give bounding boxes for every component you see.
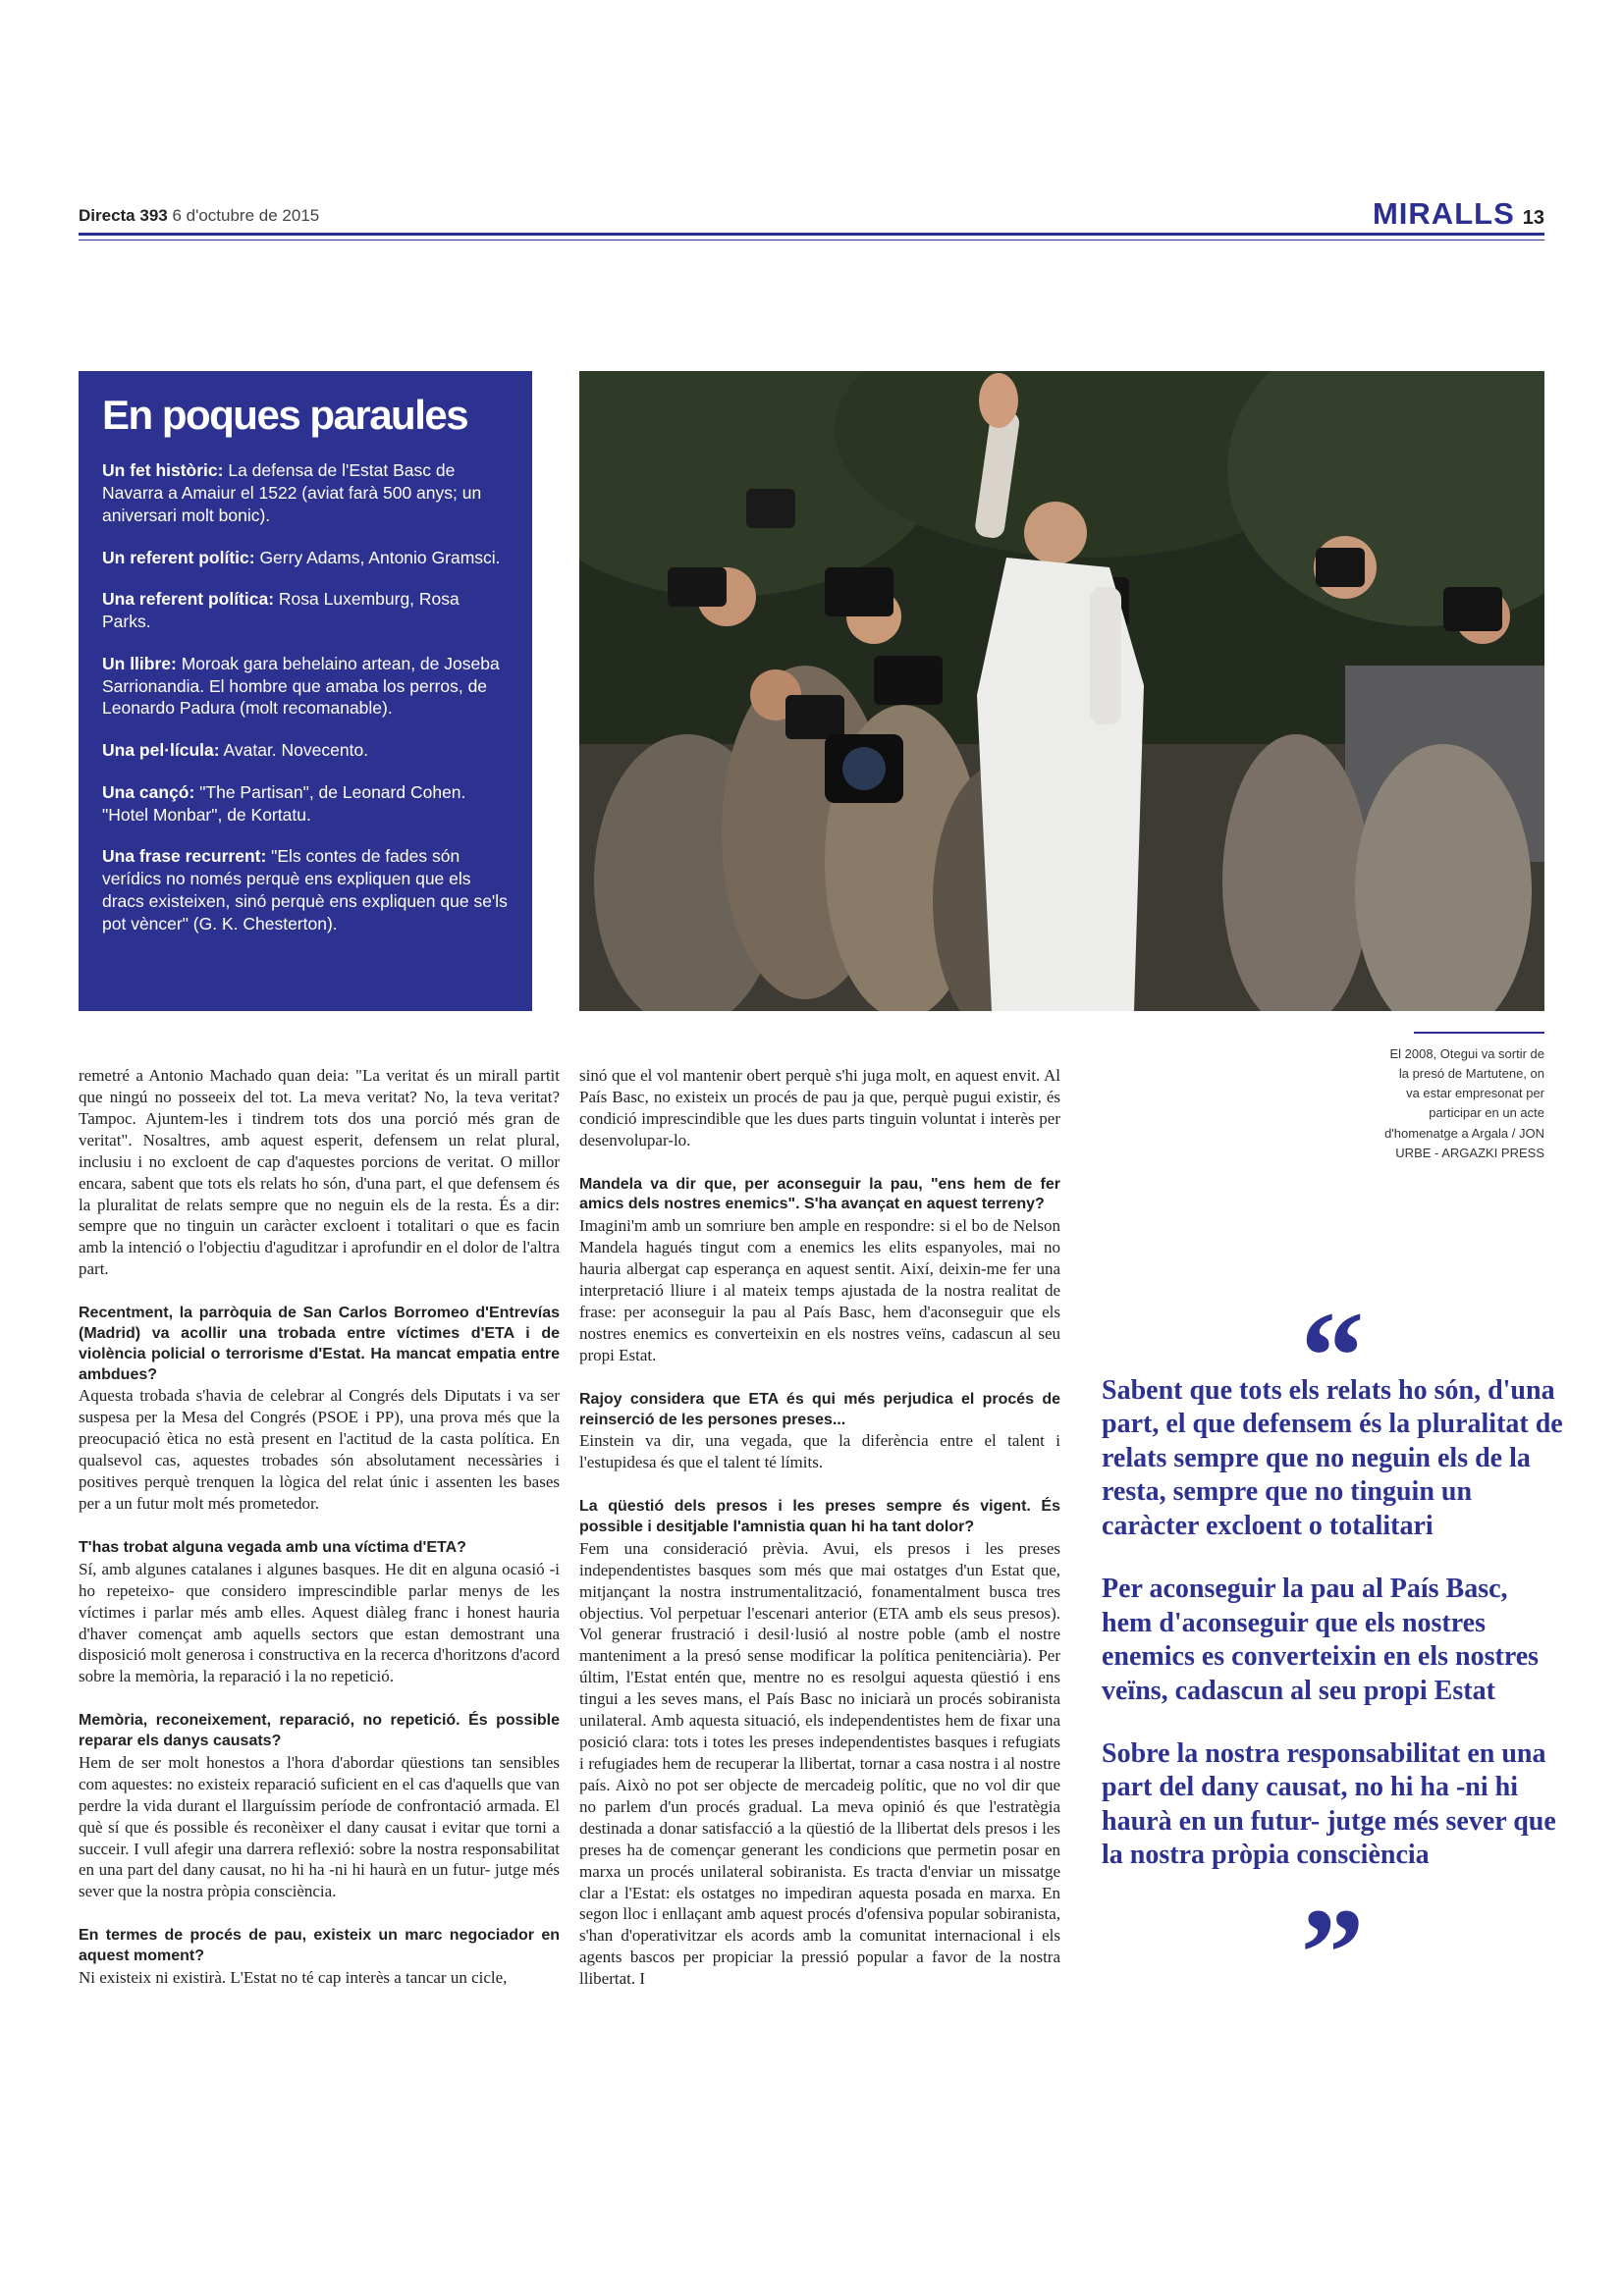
interview-question: La qüestió dels presos i les preses sempre és vigent. És possible i desitjable l'amnistia quan hi ha tant dolor? <box>579 1498 1060 1535</box>
page-header <box>79 196 1544 236</box>
photo-illustration <box>579 371 1544 1011</box>
box-item <box>102 459 509 526</box>
box-item-text: Gerry Adams, Antonio Gramsci. <box>254 547 501 567</box>
answer-paragraph: Ni existeix ni existirà. L'Estat no té cap interès a tancar un cicle, <box>79 1967 508 1987</box>
answer-paragraph: Aquesta trobada s'havia de celebrar al Congrés dels Diputats i va ser suspesa per la Mesa del Congrés (PSOE i PP), una prova més que la preocupació ètica no està present en l'actitud de la casta política. En qualsevol cas, aquestes trobades són absolutament necessàries i positives perquè trenquen la lògica del relat únic i assenten les bases per a un futur molt més prometedor. <box>79 1386 560 1514</box>
caption-rule <box>1414 1032 1544 1034</box>
pull-quote: Sabent que tots els relats ho són, d'una part, el que defensem és la pluralitat de relats sempre que no neguin els de la resta, sempre que no tinguin un caràcter excloent o totalitari <box>1102 1375 1563 1541</box>
issue-info <box>79 206 319 226</box>
close-quote-icon: ” <box>1300 1882 1365 2024</box>
main-photo <box>579 371 1544 1011</box>
article-column-1 <box>79 1065 560 1989</box>
pull-quote: Sobre la nostra responsabilitat en una part del dany causat, no hi ha -ni hi haurà en un futur- jutge més sever que la nostra pròpia consciència <box>1102 1737 1556 1871</box>
page-number: 13 <box>1522 207 1544 229</box>
answer-paragraph: Hem de ser molt honestos a l'hora d'abordar qüestions tan sensibles com aquestes: no existeix reparació suficient en el cas d'aquells que van perdre la vida durant el llarguíssim període de confrontació armada. El què sí que és possible és reconèixer el dany causat i evitar que torni a succeir. I vull afegir una darrera reflexió: sobre la nostra responsabilitat en una part del dany causat, no hi ha -ni hi haurà en un futur- jutge més sever que la nostra pròpia consciència. <box>79 1752 560 1901</box>
box-item <box>102 781 509 827</box>
article-column-2 <box>579 1065 1060 1990</box>
answer-paragraph: Imagini'm amb un somriure ben ample en respondre: si el bo de Nelson Mandela hagués tingut com a enemics les elits espanyoles, mai no hauria albergat cap esperança en aquest sentit. Així, deixin-me fer una interpretació lliure i al mateix temps ajustada de la nostra realitat de frase: per aconseguir la pau al País Basc, hem d'aconseguir que els nostres enemics es converteixin en els nostres veïns, cadascun al seu propi Estat. <box>579 1216 1060 1364</box>
box-item <box>102 845 509 934</box>
box-item-label: Un fet històric: <box>102 460 224 481</box>
box-item-text: "Els contes de fades són verídics no només perquè ens expliquen que els dracs existeixen, sinó perquè ens expliquen que se'ls pot vèncer" (G. K. Chesterton). <box>102 846 508 934</box>
box-item-text: Avatar. Novecento. <box>219 740 369 761</box>
answer-paragraph: remetré a Antonio Machado quan deia: "La veritat és un mirall partit que ningú no posseeix del tot. La meva veritat? No, la teva veritat? Tampoc. Ajuntem-les i tindrem tots dos una porció més gran de veritat". Nosaltres, amb aquest esperit, defensem un relat plural, inclusiu i no excloent de cap d'aquestes porcions de veritat. O millor encara, sabent que tots els relats ho són, d'una part, el que defensem és la pluralitat de relats sempre que no neguin els de la resta. És a dir: sempre que no tinguin un caràcter excloent i totalitari o que es facin amb la intenció o l'objectiu d'aguditzar i aprofundir en el dolor de l'altra part. <box>79 1066 560 1279</box>
answer-paragraph: Fem una consideració prèvia. Avui, els presos i les preses independentistes basques som més que mai ostatges d'un Estat que, mitjançant la nostra instrumentalització, fonamentalment busca tres objectius. Vol perpetuar l'escenari anterior (ETA amb els seus presos). Vol generar frustració i desil·lusió al nostre poble (amb el nostre manteniment a la presó sense modificar la política penitenciària). Per últim, l'Estat entén que, mentre no es resolgui aquesta qüestió i ens tingui a les seves mans, el País Basc no iniciarà un procés sobiranista unilateral. Amb aquesta situació, els independentistes hem de fixar una posició clara: tots i totes les preses independentistes basques i refugiats i refugiades hem de recuperar la llibertat, tornar a casa nostra i al nostre país. Això no pot ser objecte de mercadeig polític, que no vol dir que no parlem d'un procés gradual. La meva opinió és que l'estratègia destinada a donar satisfacció a la qüestió de la llibertat dels presos i les preses ha de començar generant les condicions que permetin posar en marxa un procés unilateral sobiranista. Es tracta d'enviar un missatge clar a l'Estat: els ostatges no impediran aquesta posada en marxa. En segon lloc i enllaçant amb aquest procés d'ofensiva popular sobiranista, s'han d'operativitzar els acords amb la comunitat internacional i els agents bascos per propiciar la pressió popular a favor de la nostra llibertat. I <box>579 1538 1060 1989</box>
photo-caption: El 2008, Otegui va sortir de la presó de Martutene, on va estar empresonat per participar en un acte d'homenatge a Argala / JON URBE - ARGAZKI PRESS <box>1384 1046 1544 1160</box>
box-item <box>102 739 509 762</box>
interview-question: Mandela va dir que, per aconseguir la pau, "ens hem de fer amics dels nostres enemics". S'ha avançat en aquest terreny? <box>579 1175 1060 1213</box>
answer-paragraph: Einstein va dir, una vegada, que la diferència entre el talent i l'estupidesa és que el talent té límits. <box>579 1431 1060 1472</box>
pull-quote: Per aconseguir la pau al País Basc, hem d'aconseguir que els nostres enemics es converteixin en els nostres veïns, cadascun al seu propi Estat <box>1102 1574 1540 1706</box>
interview-question: T'has trobat alguna vegada amb una víctima d'ETA? <box>79 1538 466 1556</box>
interview-question: En termes de procés de pau, existeix un marc negociador en aquest moment? <box>79 1927 560 1965</box>
issue-date: 6 d'octubre de 2015 <box>172 206 320 225</box>
box-item-label: Una referent política: <box>102 589 275 610</box>
issue-number: Directa 393 <box>79 206 168 225</box>
section-info <box>1373 196 1544 232</box>
answer-paragraph: sinó que el vol mantenir obert perquè s'hi juga molt, en aquest envit. Al País Basc, no existeix un procés de pau ja que, perquè pugui existir, és condició imprescindible que les dues parts tinguin voluntat i interès per desenvolupar-lo. <box>579 1066 1060 1149</box>
answer-paragraph: Sí, amb algunes catalanes i algunes basques. He dit en alguna ocasió -i ho repeteixo- que considero imprescindible parlar menys de les víctimes i parlar més amb elles. Aquest diàleg franc i honest hauria d'haver començat amb aquells sectors que estan demostrant una disposició molt generosa i constructiva en la recerca d'horitzons d'acord sobre la memòria, la reparació i la no repetició. <box>79 1559 560 1686</box>
header-rule <box>79 233 1544 236</box>
pull-quotes <box>1102 1286 1563 2024</box>
interview-question: Recentment, la parròquia de San Carlos Borromeo d'Entrevías (Madrid) va acollir una trobada entre víctimes d'ETA i de violència policial o terrorisme d'Estat. Ha mancat empatia entre ambdues? <box>79 1305 560 1383</box>
box-item-label: Una pel·lícula: <box>102 740 220 761</box>
interview-question: Rajoy considera que ETA és qui més perjudica el procés de reinserció de les persones preses... <box>579 1390 1060 1428</box>
box-item-text: La defensa de l'Estat Basc de Navarra a Amaiur el 1522 (aviat farà 500 anys; un aniversari molt bonic). <box>102 460 482 525</box>
box-item-label: Una cançó: <box>102 781 195 802</box>
section-title: MIRALLS <box>1372 196 1515 231</box>
box-item-text: Moroak gara behelaino artean, de Joseba Sarrionandia. El hombre que amaba los perros, de Leonardo Padura (molt recomanable). <box>102 653 500 719</box>
box-item-label: Un referent polític: <box>102 547 255 567</box>
box-item-text: Rosa Luxemburg, Rosa Parks. <box>102 589 460 632</box>
box-item-label: Un llibre: <box>102 653 177 673</box>
en-poques-paraules-box <box>79 371 532 1011</box>
interview-question: Memòria, reconeixement, reparació, no repetició. És possible reparar els danys causats? <box>79 1712 560 1750</box>
box-title: En poques paraules <box>102 392 468 438</box>
box-item-label: Una frase recurrent: <box>102 846 267 867</box>
box-item <box>102 653 509 720</box>
box-item-text: "The Partisan", de Leonard Cohen. "Hotel Monbar", de Kortatu. <box>102 781 466 825</box>
box-item <box>102 547 509 569</box>
box-item <box>102 588 509 633</box>
open-quote-icon: “ <box>1300 1286 1365 1427</box>
